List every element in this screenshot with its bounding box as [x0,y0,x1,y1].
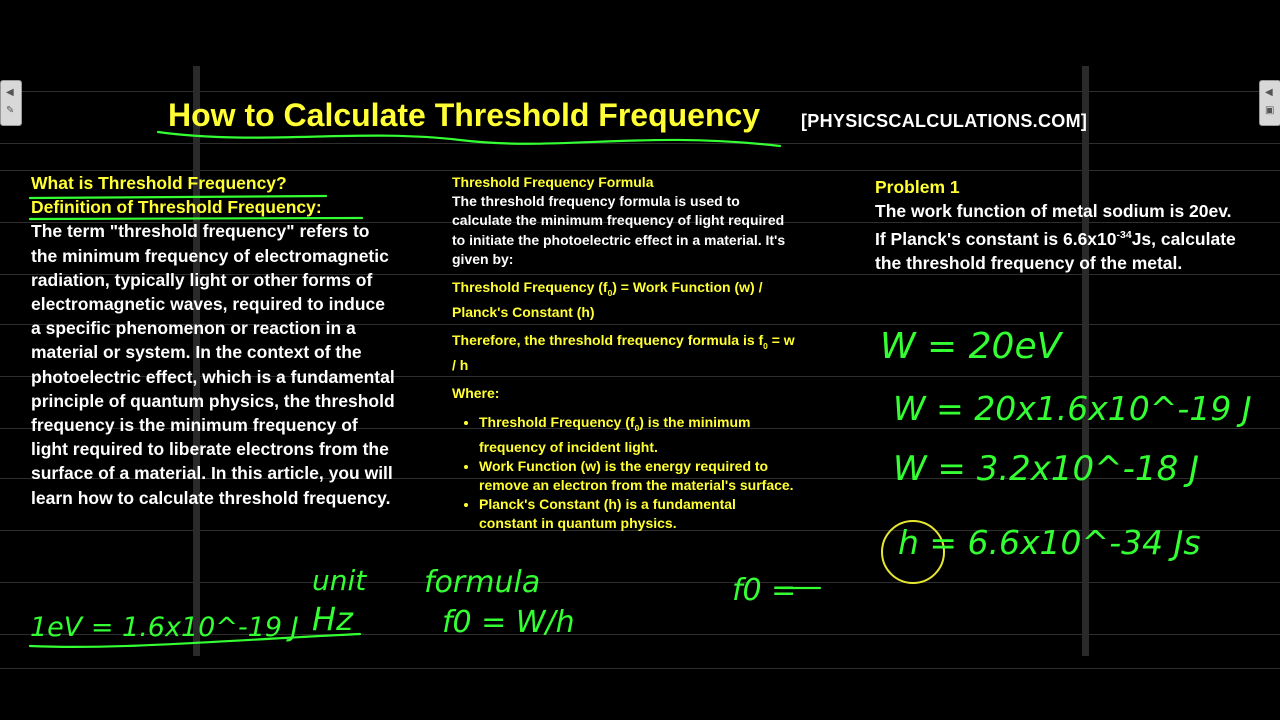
pen-icon: ✎ [6,105,15,116]
heading-underline [30,218,362,219]
step-h: h = 6.6x10^-34 Js [898,523,1201,562]
site-label: [PHYSICSCALCULATIONS.COM] [801,111,1088,131]
step-w-joules: W = 20x1.6x10^-19 J [893,389,1252,428]
step-w-ev: W = 20eV [880,326,1062,367]
formula-therefore: Therefore, the threshold frequency formula is $f_0 = w / h$ [452,332,795,374]
question-underline [30,196,326,198]
title-underline [158,132,780,146]
formula-label: formula [424,565,541,600]
formula-heading: Threshold Frequency Formula [452,174,654,190]
definition-question: What is Threshold Frequency? [31,173,287,193]
problem-text: The work function of metal sodium is 20ev. If Planck's constant is $6.6x10^{-34}Js$, calculate the threshold frequency of the metal. [875,201,1236,274]
list-item: • Work Function (w) is the energy required to remove an electron from the material's surface. [479,457,797,495]
definition-body: The term "threshold frequency" refers to the minimum frequency of electromagnetic radiation, typically light or other forms of electromagnetic waves, required to induce a specific phenomenon or reaction in a material or system. In the context of the photoelectric effect, which is a fundamental principle of quantum physics, the threshold frequency is the minimum frequency of light required to liberate electrons from the surface of a material. In this article, you will learn how to calculate threshold frequency. [31,221,395,508]
step-w-result: W = 3.2x10^-18 J [893,449,1200,489]
formula-value: f0 = W/h [442,605,575,640]
arrow-left-icon: ◀ [6,87,14,98]
page-title: How to Calculate Threshold Frequency [168,97,761,133]
f0-blank: f0 = [732,573,797,608]
formula-intro: The threshold frequency formula is used to calculate the minimum frequency of light required to initiate the photoelectric effect in a material. It's given by: [452,193,786,267]
definition-colon: : [315,197,322,218]
definition-heading: Definition of Threshold Frequency [31,197,316,218]
unit-value: Hz [312,600,353,638]
unit-label: unit [312,564,367,597]
problem-heading: Problem 1 [875,177,960,197]
arrow-right-icon: ◀ [1265,87,1273,98]
ev-conversion: 1eV = 1.6x10^-19 J [30,612,299,643]
where-label: Where: [452,385,500,402]
formula-statement: Threshold Frequency $(f_0)$ = Work Function (w) / Planck's Constant (h) [452,279,763,321]
list-item: • Planck's Constant (h) is a fundamental constant in quantum physics. [479,495,797,533]
toolbox-icon: ▣ [1265,105,1275,116]
list-item: • Threshold Frequency $(f_0)$ is the minimum frequency of incident light. [479,413,797,457]
